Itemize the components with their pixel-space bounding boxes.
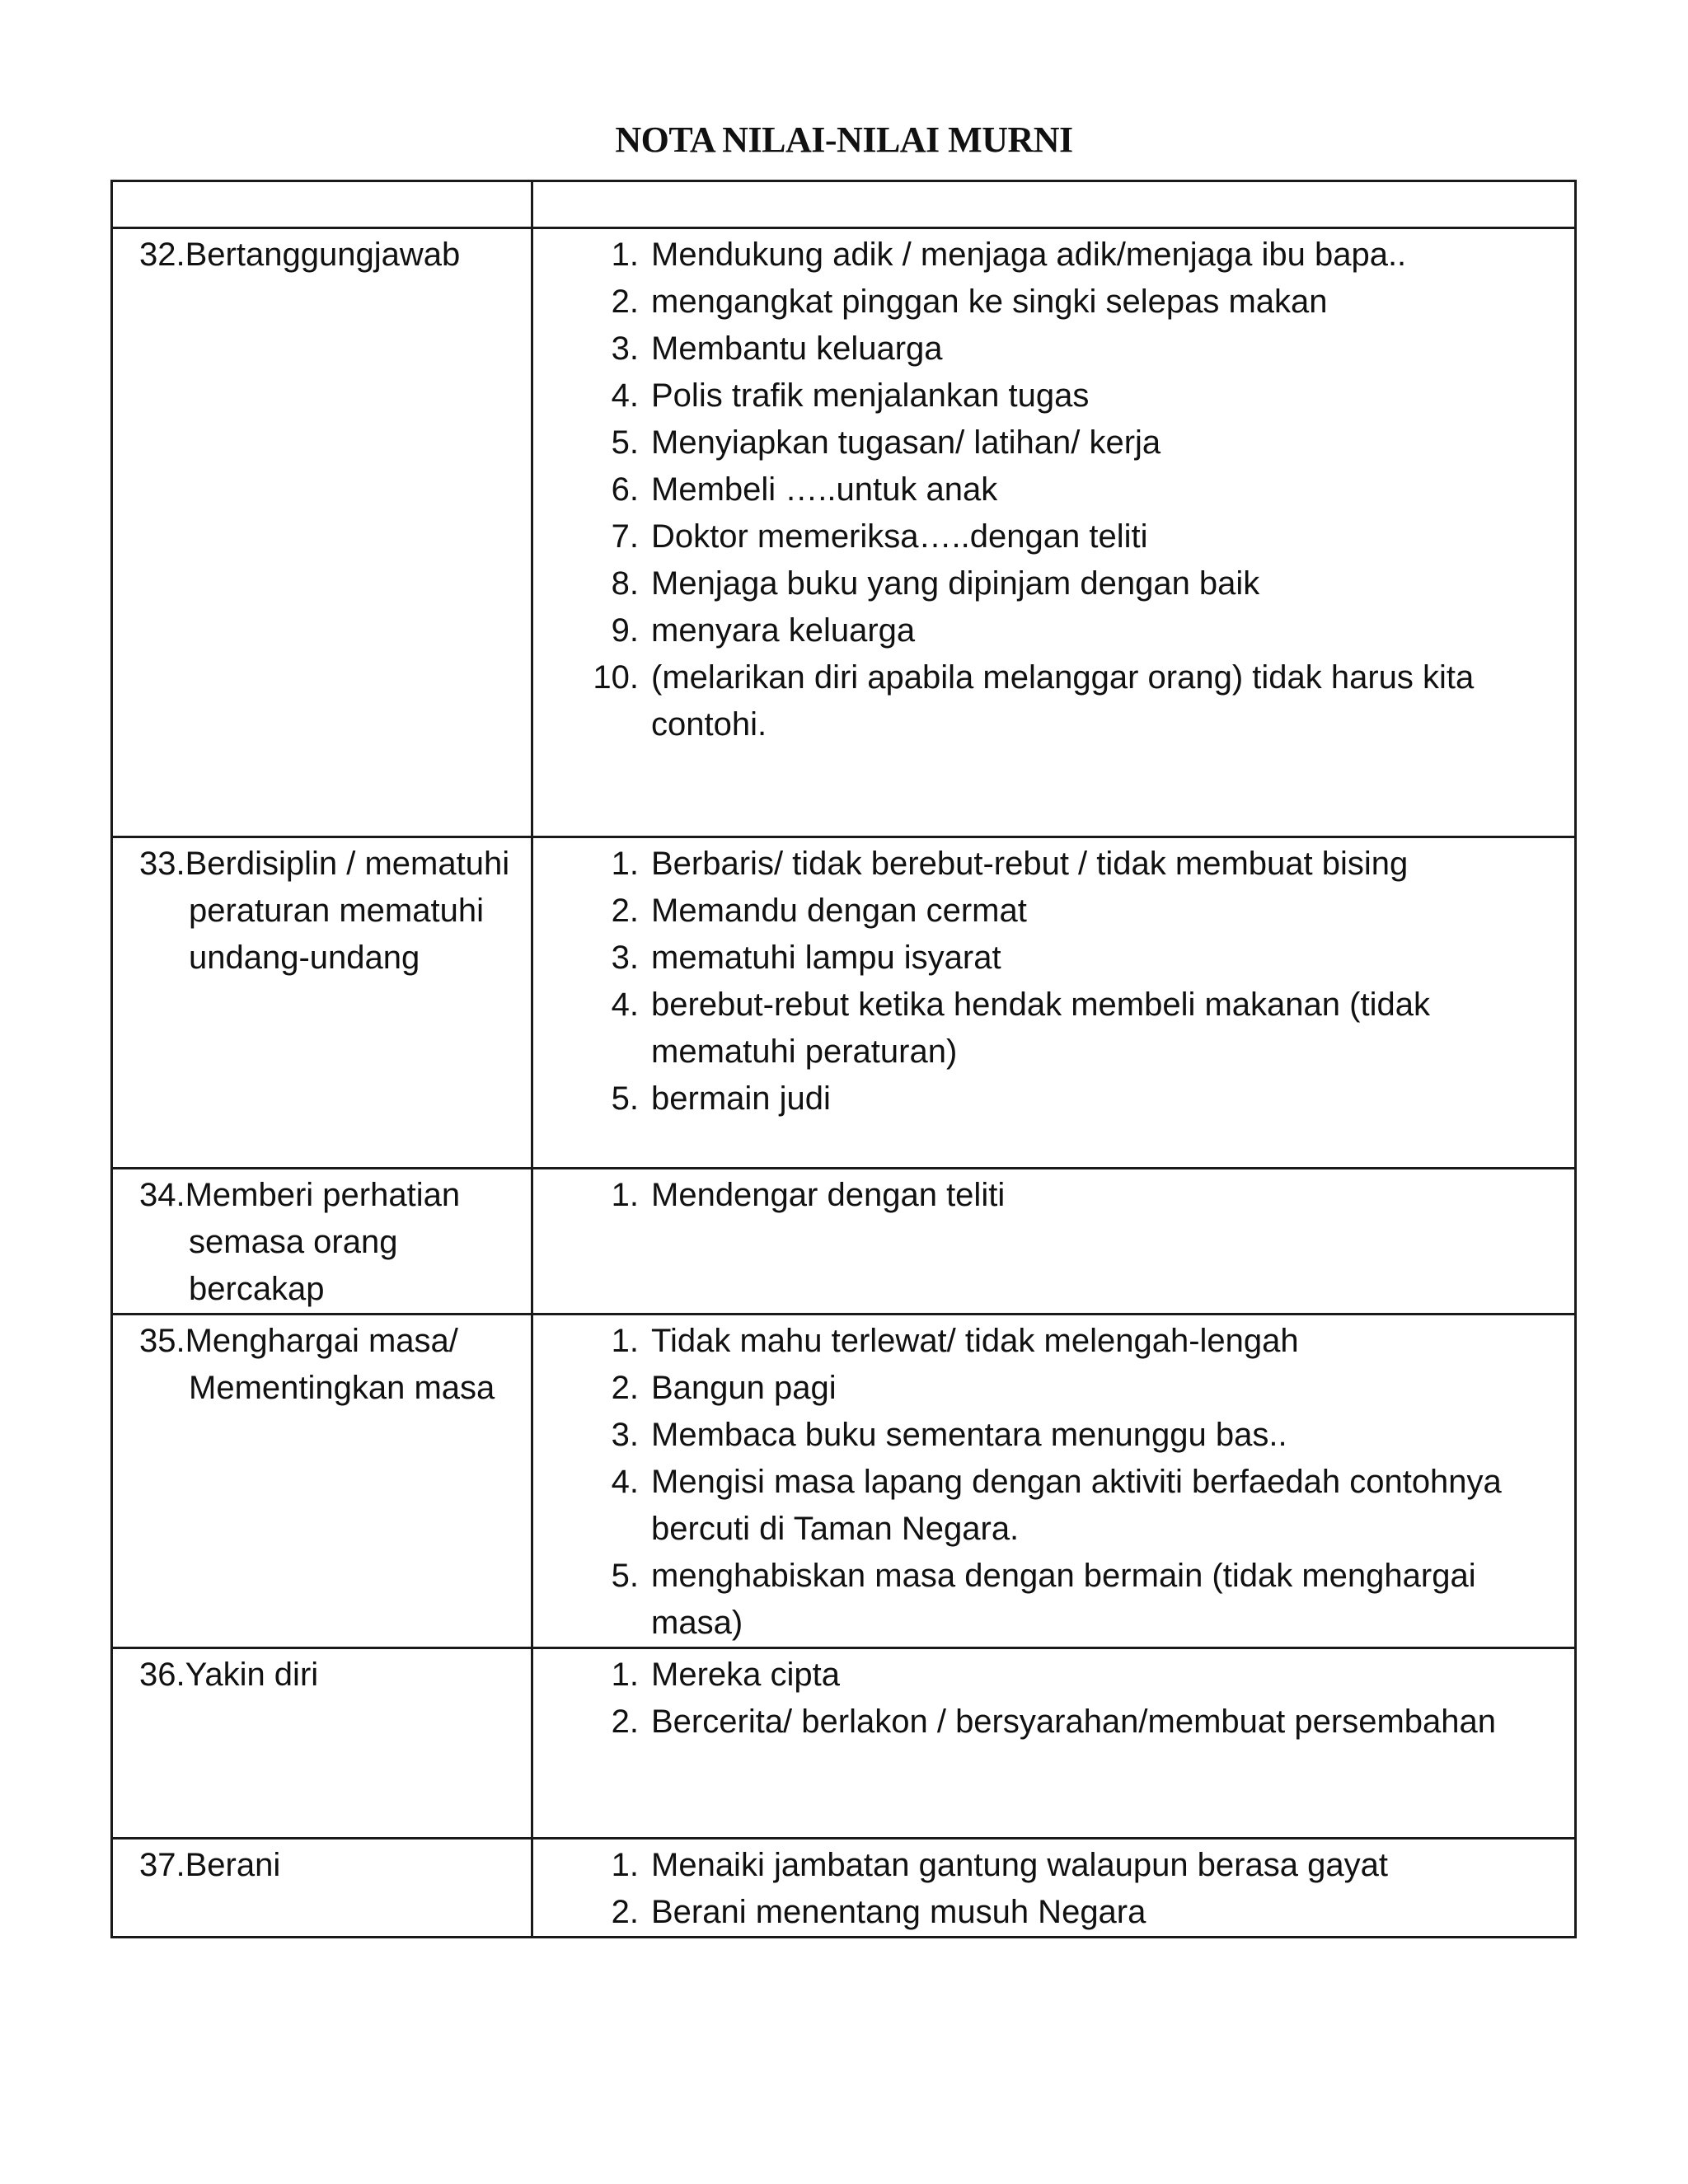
item-text: Menyiapkan tugasan/ latihan/ kerja [651,424,1161,461]
item-number: 5. [611,1080,639,1117]
list-item [533,982,1550,1076]
item-number: 7. [611,518,639,555]
value-label: 37.Berani [139,1847,281,1883]
item-number: 1. [611,237,639,273]
item-number: 5. [611,1558,639,1594]
table-row [112,1839,1576,1938]
list-item [533,935,1550,982]
item-number: 8. [611,565,639,602]
item-number: 9. [611,612,639,649]
list-item [533,279,1550,326]
item-number: 4. [611,377,639,414]
value-label: 34.Memberi perhatian semasa orang bercakap [139,1177,461,1307]
item-text: (melarikan diri apabila melanggar orang) tidak harus kita contohi. [651,659,1475,743]
item-number: 1. [611,1657,639,1693]
examples-cell [532,837,1576,1169]
list-item [533,1652,1550,1699]
list-item [533,1699,1550,1746]
table-row [112,1169,1576,1315]
list-item [533,1842,1550,1889]
item-text: mematuhi lampu isyarat [651,940,1001,976]
list-item [533,1889,1550,1936]
item-number: 3. [611,330,639,367]
item-text: berebut-rebut ketika hendak membeli makanan (tidak mematuhi peraturan) [651,987,1430,1070]
item-number: 4. [611,987,639,1023]
value-cell [112,228,532,837]
item-number: 3. [611,1417,639,1453]
examples-cell [532,1315,1576,1648]
item-number: 1. [611,1323,639,1359]
examples-cell [532,228,1576,837]
page-title: NOTA NILAI-NILAI MURNI [615,120,1073,160]
list-item [533,654,1550,748]
item-number: 2. [611,893,639,929]
examples-cell [532,1648,1576,1839]
table-row [112,228,1576,837]
item-text: Menjaga buku yang dipinjam dengan baik [651,565,1260,602]
item-number: 1. [611,1177,639,1213]
item-text: Bercerita/ berlakon / bersyarahan/membuat persembahan [651,1704,1496,1740]
item-text: menghabiskan masa dengan bermain (tidak menghargai masa) [651,1558,1476,1641]
item-text: Polis trafik menjalankan tugas [651,377,1090,414]
item-number: 2. [611,1704,639,1740]
value-label: 35.Menghargai masa/ Mementingkan masa [139,1323,495,1406]
example-list [533,838,1574,1122]
item-text: bermain judi [651,1080,831,1117]
examples-cell [532,1839,1576,1938]
item-text: Membaca buku sementara menunggu bas.. [651,1417,1287,1453]
value-label: 33.Berdisiplin / mematuhi peraturan mematuhi undang-undang [139,846,510,976]
table-row [112,1315,1576,1648]
item-number: 3. [611,940,639,976]
values-table [110,180,1577,1938]
table-row [112,1648,1576,1839]
list-item [533,1318,1550,1365]
example-list [533,1315,1574,1647]
item-text: Mereka cipta [651,1657,840,1693]
item-text: Menaiki jambatan gantung walaupun berasa gayat [651,1847,1388,1883]
list-item [533,373,1550,419]
list-item [533,607,1550,654]
list-item [533,1365,1550,1412]
item-number: 2. [611,284,639,320]
list-item [533,513,1550,560]
header-cell-1 [112,181,532,228]
table-header-row [112,181,1576,228]
item-text: Doktor memeriksa…..dengan teliti [651,518,1148,555]
examples-cell [532,1169,1576,1315]
value-cell [112,1169,532,1315]
list-item [533,1459,1550,1553]
item-text: Mendukung adik / menjaga adik/menjaga ibu bapa.. [651,237,1407,273]
item-text: Mendengar dengan teliti [651,1177,1006,1213]
list-item [533,466,1550,513]
value-cell [112,1839,532,1938]
list-item [533,232,1550,279]
list-item [533,560,1550,607]
item-number: 2. [611,1894,639,1930]
value-cell [112,1648,532,1839]
item-text: Berbaris/ tidak berebut-rebut / tidak membuat bising [651,846,1409,882]
example-list [533,229,1574,748]
item-number: 1. [611,1847,639,1883]
list-item [533,1076,1550,1122]
list-item [533,1553,1550,1647]
item-number: 2. [611,1370,639,1406]
table-row [112,837,1576,1169]
item-text: Tidak mahu terlewat/ tidak melengah-lengah [651,1323,1299,1359]
value-label: 32.Bertanggungjawab [139,237,461,273]
list-item [533,841,1550,888]
value-label: 36.Yakin diri [139,1657,319,1693]
example-list [533,1169,1574,1219]
header-cell-2 [532,181,1576,228]
item-number: 5. [611,424,639,461]
item-text: Membeli …..untuk anak [651,471,998,508]
item-number: 10. [593,659,639,696]
value-cell [112,837,532,1169]
value-cell [112,1315,532,1648]
item-number: 1. [611,846,639,882]
item-text: menyara keluarga [651,612,916,649]
example-list [533,1649,1574,1746]
list-item [533,419,1550,466]
item-number: 6. [611,471,639,508]
item-text: mengangkat pinggan ke singki selepas makan [651,284,1328,320]
list-item [533,326,1550,373]
list-item [533,1172,1550,1219]
list-item [533,1412,1550,1459]
item-text: Membantu keluarga [651,330,943,367]
list-item [533,888,1550,935]
item-text: Berani menentang musuh Negara [651,1894,1146,1930]
item-text: Bangun pagi [651,1370,837,1406]
example-list [533,1840,1574,1936]
item-text: Mengisi masa lapang dengan aktiviti berfaedah contohnya bercuti di Taman Negara. [651,1464,1502,1547]
item-number: 4. [611,1464,639,1500]
item-text: Memandu dengan cermat [651,893,1027,929]
